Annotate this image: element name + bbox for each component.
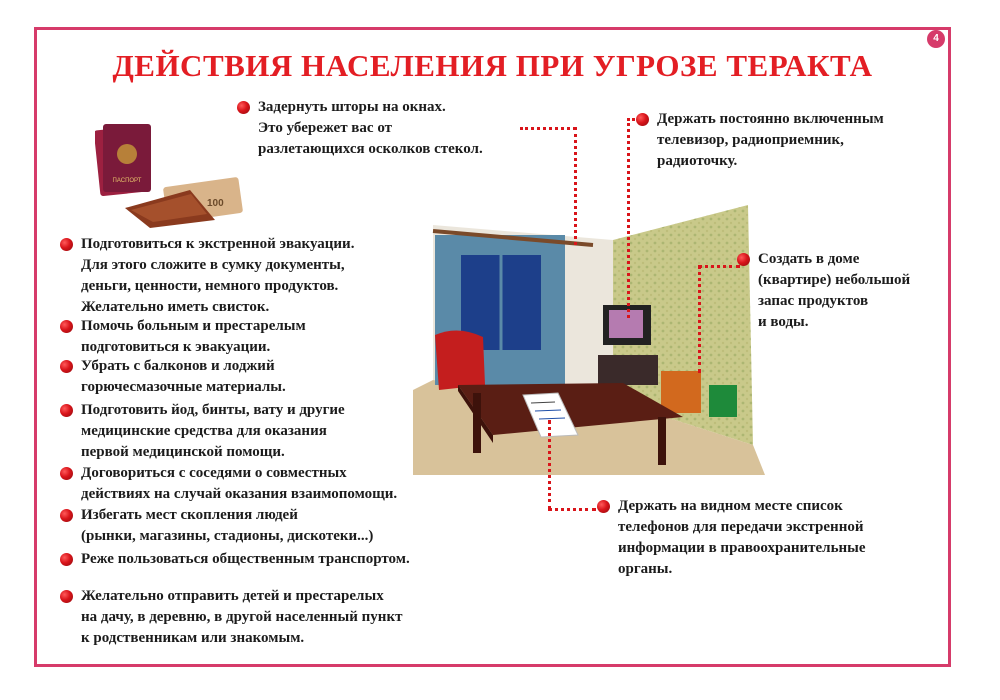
item-text: Договориться с соседями о совместных действиях на случай оказания взаимопомощи. <box>81 465 398 502</box>
item-tv <box>657 109 927 172</box>
item-food <box>758 249 938 333</box>
bullet-icon <box>597 500 610 513</box>
connector-food <box>698 265 740 268</box>
bullet-icon <box>60 590 73 603</box>
connector-curtains <box>520 127 576 130</box>
passport-label: ПАСПОРТ <box>112 178 142 184</box>
bullet-icon <box>737 253 750 266</box>
item-balcony <box>81 356 411 398</box>
item-elderly <box>81 316 411 358</box>
connector-food-vertical <box>698 265 701 373</box>
item-text: Реже пользоваться общественным транспортом. <box>81 551 410 567</box>
connector-tv <box>627 118 630 318</box>
bullet-icon <box>60 238 73 251</box>
bullet-icon <box>60 509 73 522</box>
connector-phones <box>548 420 551 510</box>
connector-phones-horizontal <box>548 508 596 511</box>
passport-money-illustration <box>95 120 245 230</box>
item-text: Создать в доме (квартире) небольшой запас продуктов и воды. <box>758 251 911 330</box>
bullet-icon <box>60 320 73 333</box>
item-text: Держать на видном месте список телефонов для передачи экстренной информации в правоохранительные органы. <box>618 498 866 577</box>
item-text: Задернуть шторы на окнах. Это убережет вас от разлетающихся осколков стекол. <box>258 99 483 157</box>
item-crowds <box>81 505 461 547</box>
money-label: 100 <box>207 198 224 209</box>
room-illustration <box>413 185 765 475</box>
item-text: Подготовить йод, бинты, вату и другие медицинские средства для оказания первой медицинской помощи. <box>81 402 345 460</box>
item-phones <box>618 496 918 580</box>
bullet-icon <box>60 360 73 373</box>
item-text: Подготовиться к экстренной эвакуации. Для этого сложите в сумку документы, деньги, ценности, немного продуктов. Желательно иметь свисток. <box>81 236 355 315</box>
bullet-icon <box>60 404 73 417</box>
bullet-icon <box>60 467 73 480</box>
item-neighbors <box>81 463 461 505</box>
item-transport <box>81 549 471 570</box>
bullet-icon <box>237 101 250 114</box>
item-children <box>81 586 471 649</box>
connector-curtains-vertical <box>574 127 577 245</box>
item-text: Избегать мест скопления людей (рынки, магазины, стадионы, дискотеки...) <box>81 507 374 544</box>
item-text: Желательно отправить детей и престарелых на дачу, в деревню, в другой населенный пункт к родственникам или знакомым. <box>81 588 403 646</box>
page-title: ДЕЙСТВИЯ НАСЕЛЕНИЯ ПРИ УГРОЗЕ ТЕРАКТА <box>112 48 873 83</box>
item-evacuation <box>81 234 411 318</box>
item-curtains <box>258 97 528 160</box>
bullet-icon <box>60 553 73 566</box>
item-text: Держать постоянно включенным телевизор, радиоприемник, радиоточку. <box>657 111 884 169</box>
item-text: Убрать с балконов и лоджий горючесмазочные материалы. <box>81 358 286 395</box>
item-medicine <box>81 400 421 463</box>
page-number: 4 <box>927 30 945 48</box>
bullet-icon <box>636 113 649 126</box>
item-text: Помочь больным и престарелым подготовиться к эвакуации. <box>81 318 306 355</box>
